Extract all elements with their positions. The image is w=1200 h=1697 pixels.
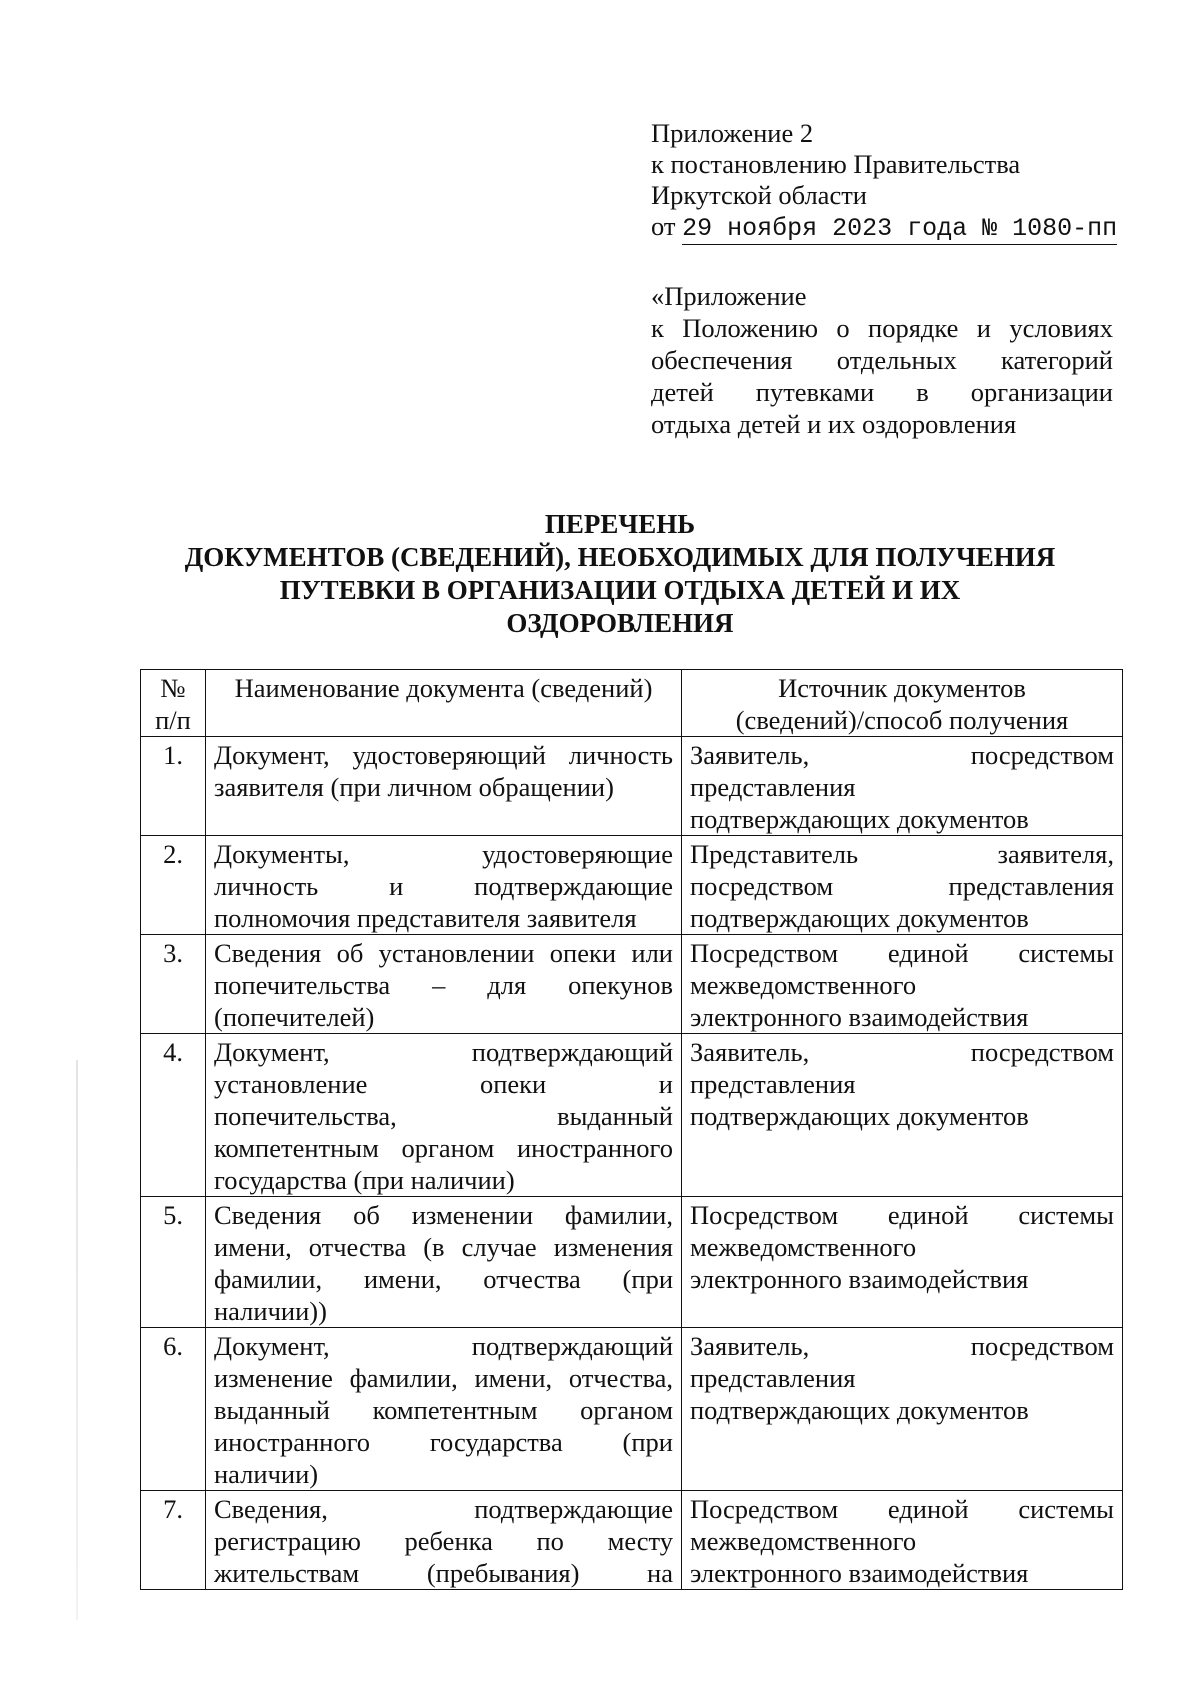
- row-name-line: имени, отчества (в случае изменения: [214, 1232, 673, 1262]
- header-source-line-2: (сведений)/способ получения: [735, 705, 1069, 735]
- row-name-line: Документы, удостоверяющие: [214, 839, 673, 869]
- row-source-line: межведомственного: [690, 970, 917, 1000]
- row-source-line: Посредством единой системы: [690, 1494, 1114, 1524]
- row-number: 6.: [141, 1328, 206, 1491]
- row-source: [682, 836, 1123, 935]
- row-name-line: регистрацию ребенка по месту: [214, 1526, 673, 1556]
- row-name-line: компетентным органом иностранного: [214, 1133, 673, 1163]
- table-row: [141, 836, 1123, 935]
- sub-appendix-line-4: детей путевками в организации: [651, 377, 1113, 407]
- row-source: [682, 1034, 1123, 1197]
- row-name-line: Сведения, подтверждающие: [214, 1494, 673, 1524]
- header-number-line-1: №: [160, 673, 186, 703]
- title-line-3: ПУТЕВКИ В ОРГАНИЗАЦИИ ОТДЫХА ДЕТЕЙ И ИХ: [279, 575, 961, 605]
- documents-table: [140, 669, 1123, 1590]
- sub-appendix-line-5: отдыха детей и их оздоровления: [651, 409, 1017, 439]
- table-row: [141, 1197, 1123, 1328]
- row-number: 4.: [141, 1034, 206, 1197]
- row-name-line: выданный компетентным органом: [214, 1395, 673, 1425]
- row-name: [206, 836, 682, 935]
- row-name-line: попечительства – для опекунов: [214, 970, 673, 1000]
- title-line-4: ОЗДОРОВЛЕНИЯ: [506, 608, 734, 638]
- document-title: [140, 508, 1100, 640]
- header-source-line-1: Источник документов: [778, 673, 1026, 703]
- table-row: [141, 1034, 1123, 1197]
- row-source-line: подтверждающих документов: [690, 903, 1029, 933]
- row-source-line: Представитель заявителя,: [690, 839, 1114, 869]
- row-name-line: Документ, подтверждающий: [214, 1037, 673, 1067]
- row-source-line: электронного взаимодействия: [690, 1002, 1029, 1032]
- row-name: [206, 1328, 682, 1491]
- table-header-row: [141, 670, 1123, 737]
- row-source: [682, 1328, 1123, 1491]
- header-number-line-2: п/п: [155, 705, 191, 735]
- row-source: [682, 1197, 1123, 1328]
- header-name: Наименование документа (сведений): [206, 670, 682, 737]
- row-source: [682, 935, 1123, 1034]
- appendix-line-3: Иркутской области: [651, 180, 867, 210]
- title-line-1: ПЕРЕЧЕНЬ: [544, 509, 696, 539]
- table-row: [141, 935, 1123, 1034]
- row-source-line: представления: [690, 1363, 856, 1393]
- header-number: [141, 670, 206, 737]
- row-name: [206, 935, 682, 1034]
- row-source-line: подтверждающих документов: [690, 1101, 1029, 1131]
- row-number: 7.: [141, 1491, 206, 1590]
- table-row: [141, 737, 1123, 836]
- row-name-line: наличии)): [214, 1296, 327, 1326]
- row-source-line: подтверждающих документов: [690, 804, 1029, 834]
- row-name-line: Сведения об установлении опеки или: [214, 938, 673, 968]
- date-prefix: от: [651, 211, 676, 241]
- row-name-line: иностранного государства (при: [214, 1427, 673, 1457]
- row-source-line: представления: [690, 772, 856, 802]
- row-name: [206, 1034, 682, 1197]
- sub-appendix-line-1: «Приложение: [651, 281, 807, 311]
- table-row: [141, 1328, 1123, 1491]
- row-name: [206, 1197, 682, 1328]
- row-source: [682, 1491, 1123, 1590]
- title-line-2: ДОКУМЕНТОВ (СВЕДЕНИЙ), НЕОБХОДИМЫХ ДЛЯ ПОЛУЧЕНИЯ: [184, 542, 1056, 572]
- row-source: [682, 737, 1123, 836]
- row-number: 5.: [141, 1197, 206, 1328]
- row-name-line: наличии): [214, 1459, 319, 1489]
- table-row: [141, 1491, 1123, 1590]
- appendix-date-line: [651, 211, 1121, 244]
- row-source-line: электронного взаимодействия: [690, 1558, 1029, 1588]
- row-source-line: Заявитель, посредством: [690, 1037, 1114, 1067]
- row-name: [206, 1491, 682, 1590]
- row-source-line: Заявитель, посредством: [690, 740, 1114, 770]
- sub-appendix: [651, 280, 1113, 440]
- row-source-line: Посредством единой системы: [690, 938, 1114, 968]
- row-name-line: государства (при наличии): [214, 1165, 515, 1195]
- row-number: 3.: [141, 935, 206, 1034]
- row-source-line: посредством представления: [690, 871, 1114, 901]
- row-source-line: подтверждающих документов: [690, 1395, 1029, 1425]
- scan-edge-mark: [76, 1060, 78, 1620]
- row-name-line: установление опеки и: [214, 1069, 673, 1099]
- row-source-line: Посредством единой системы: [690, 1200, 1114, 1230]
- row-name-line: Сведения об изменении фамилии,: [214, 1200, 673, 1230]
- date-value: 29 ноября 2023 года № 1080-пп: [682, 214, 1118, 243]
- row-name-line: Документ, удостоверяющий личность: [214, 740, 673, 770]
- sub-appendix-line-2: к Положению о порядке и условиях: [651, 313, 1113, 343]
- row-name-line: изменение фамилии, имени, отчества,: [214, 1363, 673, 1393]
- row-name-line: Документ, подтверждающий: [214, 1331, 673, 1361]
- row-name-line: полномочия представителя заявителя: [214, 903, 637, 933]
- row-number: 2.: [141, 836, 206, 935]
- table-body: [141, 737, 1123, 1590]
- row-source-line: электронного взаимодействия: [690, 1264, 1029, 1294]
- row-name-line: заявителя (при личном обращении): [214, 772, 614, 802]
- row-name-line: попечительства, выданный: [214, 1101, 673, 1131]
- appendix-header: [651, 118, 1121, 244]
- row-source-line: представления: [690, 1069, 856, 1099]
- header-source: [682, 670, 1123, 737]
- row-source-line: Заявитель, посредством: [690, 1331, 1114, 1361]
- appendix-line-1: Приложение 2: [651, 118, 814, 148]
- row-source-line: межведомственного: [690, 1232, 917, 1262]
- row-source-line: межведомственного: [690, 1526, 917, 1556]
- sub-appendix-line-3: обеспечения отдельных категорий: [651, 345, 1113, 375]
- row-number: 1.: [141, 737, 206, 836]
- row-name-line: личность и подтверждающие: [214, 871, 673, 901]
- row-name-line: жительствам (пребывания) на: [214, 1558, 673, 1588]
- row-name-line: фамилии, имени, отчества (при: [214, 1264, 673, 1294]
- row-name-line: (попечителей): [214, 1002, 375, 1032]
- appendix-line-2: к постановлению Правительства: [651, 149, 1021, 179]
- row-name: [206, 737, 682, 836]
